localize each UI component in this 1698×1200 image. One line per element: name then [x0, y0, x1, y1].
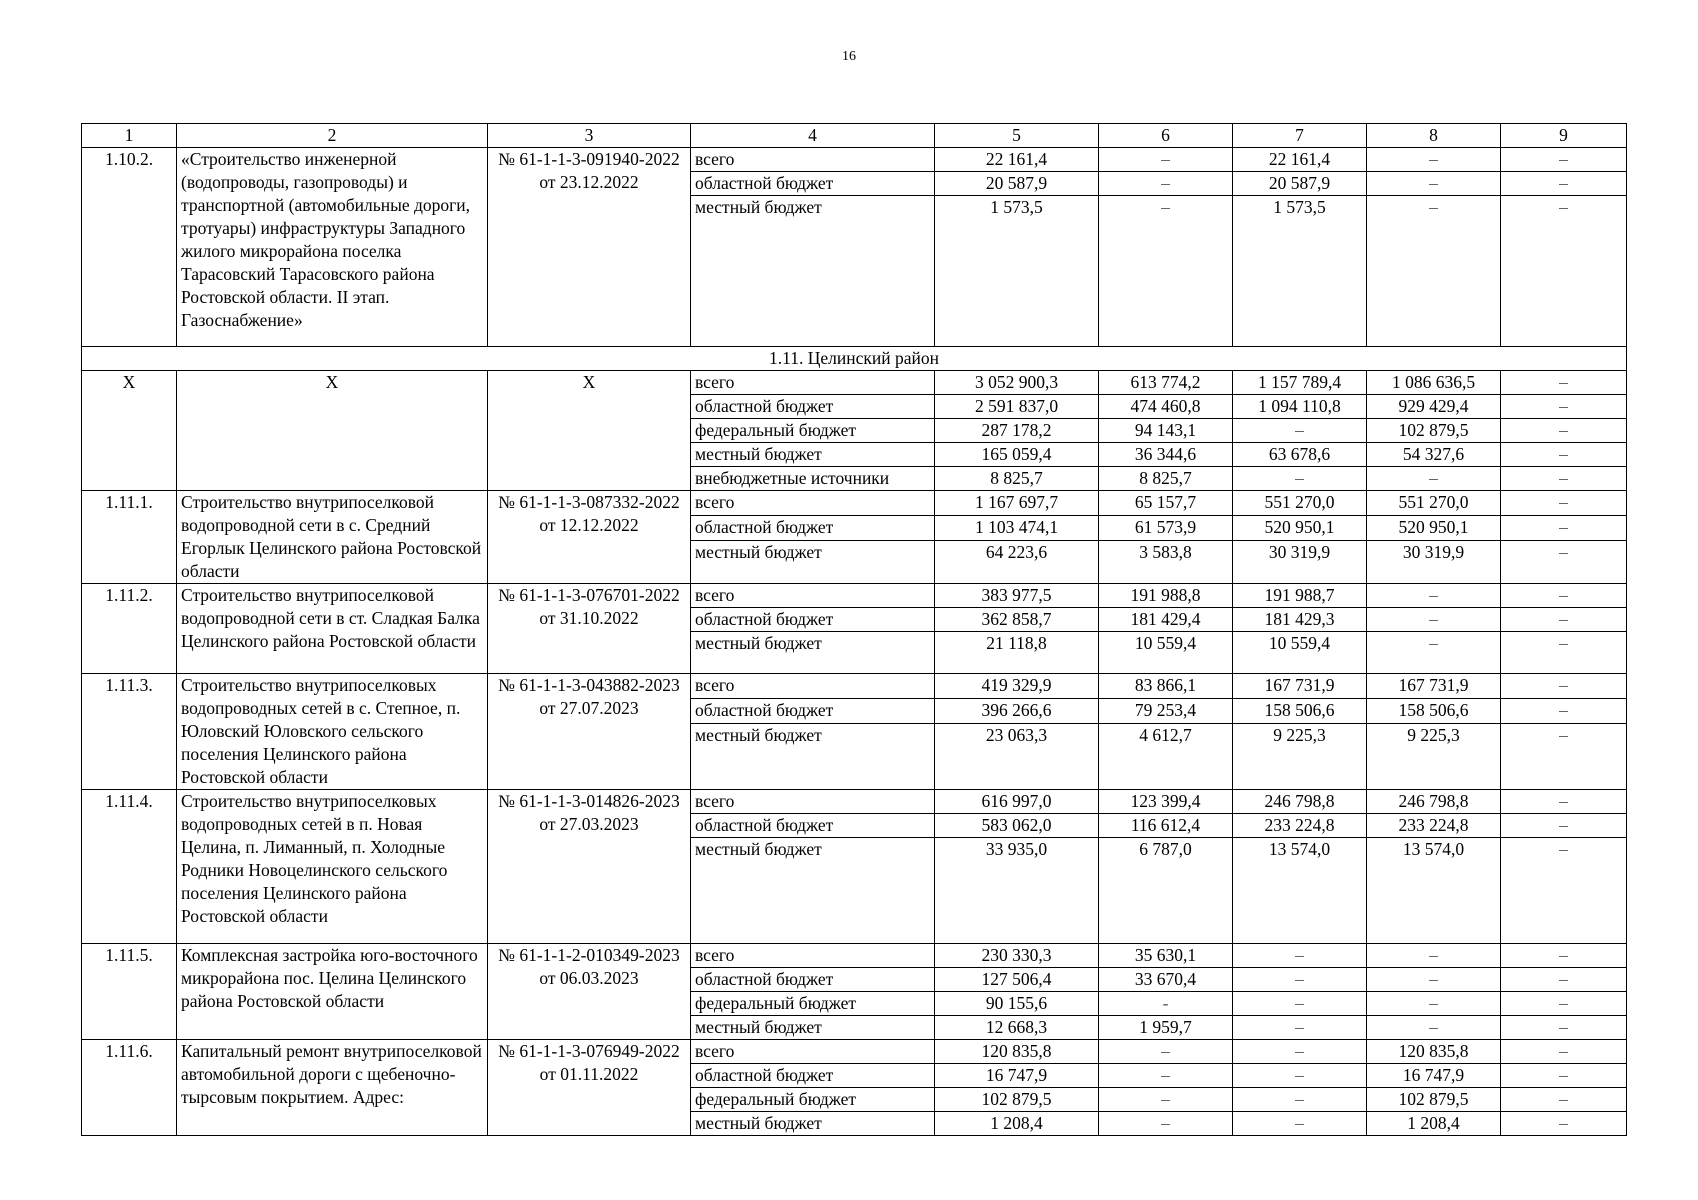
- total-amount: 396 266,6: [935, 698, 1099, 723]
- year-3-amount: 929 429,4: [1367, 395, 1501, 419]
- expertise-document: № 61-1-1-3-043882-2023 от 27.07.2023: [488, 674, 691, 790]
- funding-source: местный бюджет: [691, 723, 935, 789]
- year-1-amount: 1 959,7: [1099, 1016, 1233, 1040]
- year-2-amount: 1 157 789,4: [1233, 371, 1367, 395]
- funding-source: всего: [691, 371, 935, 395]
- funding-source: всего: [691, 944, 935, 968]
- funding-source: областной бюджет: [691, 698, 935, 723]
- year-1-amount: 35 630,1: [1099, 944, 1233, 968]
- total-amount: 33 935,0: [935, 838, 1099, 944]
- year-2-amount: 63 678,6: [1233, 443, 1367, 467]
- year-3-amount: –: [1367, 632, 1501, 674]
- expertise-document: № 61-1-1-3-076701-2022 от 31.10.2022: [488, 584, 691, 674]
- funding-source: областной бюджет: [691, 814, 935, 838]
- expertise-document: № 61-1-1-2-010349-2023 от 06.03.2023: [488, 944, 691, 1040]
- year-4-amount: –: [1501, 1064, 1627, 1088]
- year-1-amount: 123 399,4: [1099, 790, 1233, 814]
- year-4-amount: –: [1501, 467, 1627, 491]
- section-row: [82, 347, 1627, 371]
- year-1-amount: 181 429,4: [1099, 608, 1233, 632]
- year-3-amount: 16 747,9: [1367, 1064, 1501, 1088]
- year-1-amount: 61 573,9: [1099, 515, 1233, 540]
- year-2-amount: –: [1233, 419, 1367, 443]
- total-amount: 3 052 900,3: [935, 371, 1099, 395]
- year-3-amount: –: [1367, 148, 1501, 172]
- year-4-amount: –: [1501, 515, 1627, 540]
- item-number: 1.11.5.: [82, 944, 177, 1040]
- year-1-amount: 116 612,4: [1099, 814, 1233, 838]
- table-row: [82, 1040, 1627, 1064]
- year-3-amount: –: [1367, 172, 1501, 196]
- funding-source: всего: [691, 674, 935, 699]
- year-3-amount: –: [1367, 196, 1501, 347]
- object-name: Строительство внутрипоселковой водопроводной сети в ст. Сладкая Балка Целинского района Ростовской области: [177, 584, 488, 674]
- year-2-amount: 30 319,9: [1233, 540, 1367, 583]
- table-row: [82, 674, 1627, 699]
- column-number: 1: [82, 124, 177, 148]
- year-4-amount: –: [1501, 698, 1627, 723]
- year-1-amount: 65 157,7: [1099, 491, 1233, 516]
- funding-source: федеральный бюджет: [691, 992, 935, 1016]
- funding-source: областной бюджет: [691, 1064, 935, 1088]
- year-1-amount: 8 825,7: [1099, 467, 1233, 491]
- total-amount: 1 208,4: [935, 1112, 1099, 1136]
- year-1-amount: -: [1099, 992, 1233, 1016]
- year-4-amount: –: [1501, 1088, 1627, 1112]
- year-4-amount: –: [1501, 992, 1627, 1016]
- year-2-amount: 158 506,6: [1233, 698, 1367, 723]
- year-3-amount: 9 225,3: [1367, 723, 1501, 789]
- total-amount: 165 059,4: [935, 443, 1099, 467]
- total-amount: 287 178,2: [935, 419, 1099, 443]
- year-2-amount: 1 094 110,8: [1233, 395, 1367, 419]
- funding-source: местный бюджет: [691, 1112, 935, 1136]
- year-3-amount: 102 879,5: [1367, 419, 1501, 443]
- year-2-amount: –: [1233, 1064, 1367, 1088]
- year-2-amount: 233 224,8: [1233, 814, 1367, 838]
- total-amount: 616 997,0: [935, 790, 1099, 814]
- year-3-amount: 520 950,1: [1367, 515, 1501, 540]
- total-amount: 230 330,3: [935, 944, 1099, 968]
- year-3-amount: –: [1367, 467, 1501, 491]
- year-1-amount: 94 143,1: [1099, 419, 1233, 443]
- year-4-amount: –: [1501, 1112, 1627, 1136]
- funding-source: областной бюджет: [691, 395, 935, 419]
- funding-source: местный бюджет: [691, 196, 935, 347]
- year-1-amount: 474 460,8: [1099, 395, 1233, 419]
- year-2-amount: 10 559,4: [1233, 632, 1367, 674]
- year-1-amount: 36 344,6: [1099, 443, 1233, 467]
- year-1-amount: –: [1099, 1112, 1233, 1136]
- total-amount: 362 858,7: [935, 608, 1099, 632]
- object-name: «Строительство инженерной (водопроводы, газопроводы) и транспортной (автомобильные дороги, тротуары) инфраструктуры Западного жилого микрорайона поселка Тарасовский Тарасовского района Ростовской области. II этап. Газоснабжение»: [177, 148, 488, 347]
- expertise-document: № 61-1-1-3-087332-2022 от 12.12.2022: [488, 491, 691, 584]
- year-4-amount: –: [1501, 790, 1627, 814]
- year-4-amount: –: [1501, 371, 1627, 395]
- item-number: 1.11.6.: [82, 1040, 177, 1136]
- funding-source: областной бюджет: [691, 515, 935, 540]
- item-number: 1.11.2.: [82, 584, 177, 674]
- year-3-amount: –: [1367, 584, 1501, 608]
- funding-source: местный бюджет: [691, 1016, 935, 1040]
- funding-source: всего: [691, 491, 935, 516]
- funding-source: местный бюджет: [691, 838, 935, 944]
- column-number: 6: [1099, 124, 1233, 148]
- funding-source: местный бюджет: [691, 632, 935, 674]
- column-number: 4: [691, 124, 935, 148]
- total-amount: 12 668,3: [935, 1016, 1099, 1040]
- item-number: 1.11.4.: [82, 790, 177, 944]
- funding-source: всего: [691, 1040, 935, 1064]
- year-3-amount: 102 879,5: [1367, 1088, 1501, 1112]
- table-row: [82, 371, 1627, 395]
- year-4-amount: –: [1501, 196, 1627, 347]
- year-2-amount: 167 731,9: [1233, 674, 1367, 699]
- column-number: 2: [177, 124, 488, 148]
- year-3-amount: 1 086 636,5: [1367, 371, 1501, 395]
- column-number: 8: [1367, 124, 1501, 148]
- total-amount: 583 062,0: [935, 814, 1099, 838]
- total-amount: 21 118,8: [935, 632, 1099, 674]
- year-3-amount: –: [1367, 1016, 1501, 1040]
- year-1-amount: –: [1099, 1064, 1233, 1088]
- year-3-amount: 158 506,6: [1367, 698, 1501, 723]
- year-1-amount: –: [1099, 1088, 1233, 1112]
- table-header-row: [82, 124, 1627, 148]
- year-2-amount: 20 587,9: [1233, 172, 1367, 196]
- funding-source: внебюджетные источники: [691, 467, 935, 491]
- year-1-amount: 6 787,0: [1099, 838, 1233, 944]
- year-4-amount: –: [1501, 674, 1627, 699]
- expertise-document: № 61-1-1-3-091940-2022 от 23.12.2022: [488, 148, 691, 347]
- funding-source: областной бюджет: [691, 172, 935, 196]
- total-amount: 22 161,4: [935, 148, 1099, 172]
- total-amount: 1 103 474,1: [935, 515, 1099, 540]
- funding-source: всего: [691, 790, 935, 814]
- total-amount: 383 977,5: [935, 584, 1099, 608]
- year-2-amount: –: [1233, 1016, 1367, 1040]
- year-4-amount: –: [1501, 395, 1627, 419]
- total-amount: 2 591 837,0: [935, 395, 1099, 419]
- total-amount: 16 747,9: [935, 1064, 1099, 1088]
- item-number: 1.11.1.: [82, 491, 177, 584]
- section-title: 1.11. Целинский район: [82, 347, 1627, 371]
- year-4-amount: –: [1501, 419, 1627, 443]
- year-3-amount: 30 319,9: [1367, 540, 1501, 583]
- item-number: Х: [82, 371, 177, 491]
- year-2-amount: –: [1233, 1112, 1367, 1136]
- object-name: Комплексная застройка юго-восточного микрорайона пос. Целина Целинского района Ростовской области: [177, 944, 488, 1040]
- year-2-amount: 191 988,7: [1233, 584, 1367, 608]
- year-2-amount: –: [1233, 992, 1367, 1016]
- year-4-amount: –: [1501, 814, 1627, 838]
- object-name: Строительство внутрипоселковых водопроводных сетей в с. Степное, п. Юловский Юловского сельского поселения Целинского района Ростовской области: [177, 674, 488, 790]
- total-amount: 90 155,6: [935, 992, 1099, 1016]
- total-amount: 20 587,9: [935, 172, 1099, 196]
- year-2-amount: 520 950,1: [1233, 515, 1367, 540]
- year-4-amount: –: [1501, 540, 1627, 583]
- year-4-amount: –: [1501, 1016, 1627, 1040]
- total-amount: 1 573,5: [935, 196, 1099, 347]
- column-number: 7: [1233, 124, 1367, 148]
- year-3-amount: 167 731,9: [1367, 674, 1501, 699]
- year-4-amount: –: [1501, 944, 1627, 968]
- year-2-amount: 551 270,0: [1233, 491, 1367, 516]
- budget-table: [81, 123, 1627, 1136]
- table-row: [82, 148, 1627, 172]
- total-amount: 1 167 697,7: [935, 491, 1099, 516]
- year-2-amount: 246 798,8: [1233, 790, 1367, 814]
- year-3-amount: 233 224,8: [1367, 814, 1501, 838]
- total-amount: 23 063,3: [935, 723, 1099, 789]
- expertise-document: Х: [488, 371, 691, 491]
- table-row: [82, 944, 1627, 968]
- year-4-amount: –: [1501, 838, 1627, 944]
- funding-source: федеральный бюджет: [691, 419, 935, 443]
- expertise-document: № 61-1-1-3-076949-2022 от 01.11.2022: [488, 1040, 691, 1136]
- expertise-document: № 61-1-1-3-014826-2023 от 27.03.2023: [488, 790, 691, 944]
- funding-source: областной бюджет: [691, 968, 935, 992]
- total-amount: 120 835,8: [935, 1040, 1099, 1064]
- year-3-amount: 551 270,0: [1367, 491, 1501, 516]
- year-3-amount: 1 208,4: [1367, 1112, 1501, 1136]
- total-amount: 102 879,5: [935, 1088, 1099, 1112]
- year-1-amount: 33 670,4: [1099, 968, 1233, 992]
- total-amount: 127 506,4: [935, 968, 1099, 992]
- funding-source: местный бюджет: [691, 443, 935, 467]
- table-row: [82, 790, 1627, 814]
- table-row: [82, 584, 1627, 608]
- total-amount: 419 329,9: [935, 674, 1099, 699]
- funding-source: местный бюджет: [691, 540, 935, 583]
- funding-source: всего: [691, 148, 935, 172]
- year-3-amount: –: [1367, 968, 1501, 992]
- column-number: 5: [935, 124, 1099, 148]
- object-name: Строительство внутрипоселковой водопроводной сети в с. Средний Егорлык Целинского района Ростовской области: [177, 491, 488, 584]
- year-2-amount: 181 429,3: [1233, 608, 1367, 632]
- year-1-amount: –: [1099, 196, 1233, 347]
- page-number: 16: [842, 49, 856, 64]
- year-4-amount: –: [1501, 1040, 1627, 1064]
- year-1-amount: 83 866,1: [1099, 674, 1233, 699]
- item-number: 1.10.2.: [82, 148, 177, 347]
- total-amount: 8 825,7: [935, 467, 1099, 491]
- year-3-amount: –: [1367, 608, 1501, 632]
- year-3-amount: –: [1367, 992, 1501, 1016]
- year-4-amount: –: [1501, 443, 1627, 467]
- table-row: [82, 491, 1627, 516]
- funding-source: областной бюджет: [691, 608, 935, 632]
- year-3-amount: 54 327,6: [1367, 443, 1501, 467]
- item-number: 1.11.3.: [82, 674, 177, 790]
- object-name: Х: [177, 371, 488, 491]
- year-1-amount: 613 774,2: [1099, 371, 1233, 395]
- year-2-amount: 22 161,4: [1233, 148, 1367, 172]
- year-1-amount: 191 988,8: [1099, 584, 1233, 608]
- year-4-amount: –: [1501, 148, 1627, 172]
- year-3-amount: 120 835,8: [1367, 1040, 1501, 1064]
- year-2-amount: 9 225,3: [1233, 723, 1367, 789]
- total-amount: 64 223,6: [935, 540, 1099, 583]
- year-4-amount: –: [1501, 968, 1627, 992]
- year-2-amount: –: [1233, 944, 1367, 968]
- year-1-amount: –: [1099, 172, 1233, 196]
- year-1-amount: 10 559,4: [1099, 632, 1233, 674]
- year-1-amount: 4 612,7: [1099, 723, 1233, 789]
- year-4-amount: –: [1501, 632, 1627, 674]
- year-1-amount: –: [1099, 148, 1233, 172]
- year-1-amount: 79 253,4: [1099, 698, 1233, 723]
- year-3-amount: –: [1367, 944, 1501, 968]
- year-2-amount: –: [1233, 1040, 1367, 1064]
- year-1-amount: 3 583,8: [1099, 540, 1233, 583]
- year-2-amount: –: [1233, 968, 1367, 992]
- column-number: 9: [1501, 124, 1627, 148]
- year-1-amount: –: [1099, 1040, 1233, 1064]
- year-3-amount: 246 798,8: [1367, 790, 1501, 814]
- year-4-amount: –: [1501, 491, 1627, 516]
- year-2-amount: –: [1233, 467, 1367, 491]
- year-3-amount: 13 574,0: [1367, 838, 1501, 944]
- object-name: Капитальный ремонт внутрипоселковой автомобильной дороги с щебеночно-тырсовым покрытием. Адрес:: [177, 1040, 488, 1136]
- year-4-amount: –: [1501, 584, 1627, 608]
- year-4-amount: –: [1501, 172, 1627, 196]
- funding-source: федеральный бюджет: [691, 1088, 935, 1112]
- column-number: 3: [488, 124, 691, 148]
- object-name: Строительство внутрипоселковых водопроводных сетей в п. Новая Целина, п. Лиманный, п. Холодные Родники Новоцелинского сельского поселения Целинского района Ростовской области: [177, 790, 488, 944]
- year-4-amount: –: [1501, 723, 1627, 789]
- year-2-amount: 1 573,5: [1233, 196, 1367, 347]
- year-2-amount: –: [1233, 1088, 1367, 1112]
- year-2-amount: 13 574,0: [1233, 838, 1367, 944]
- funding-source: всего: [691, 584, 935, 608]
- year-4-amount: –: [1501, 608, 1627, 632]
